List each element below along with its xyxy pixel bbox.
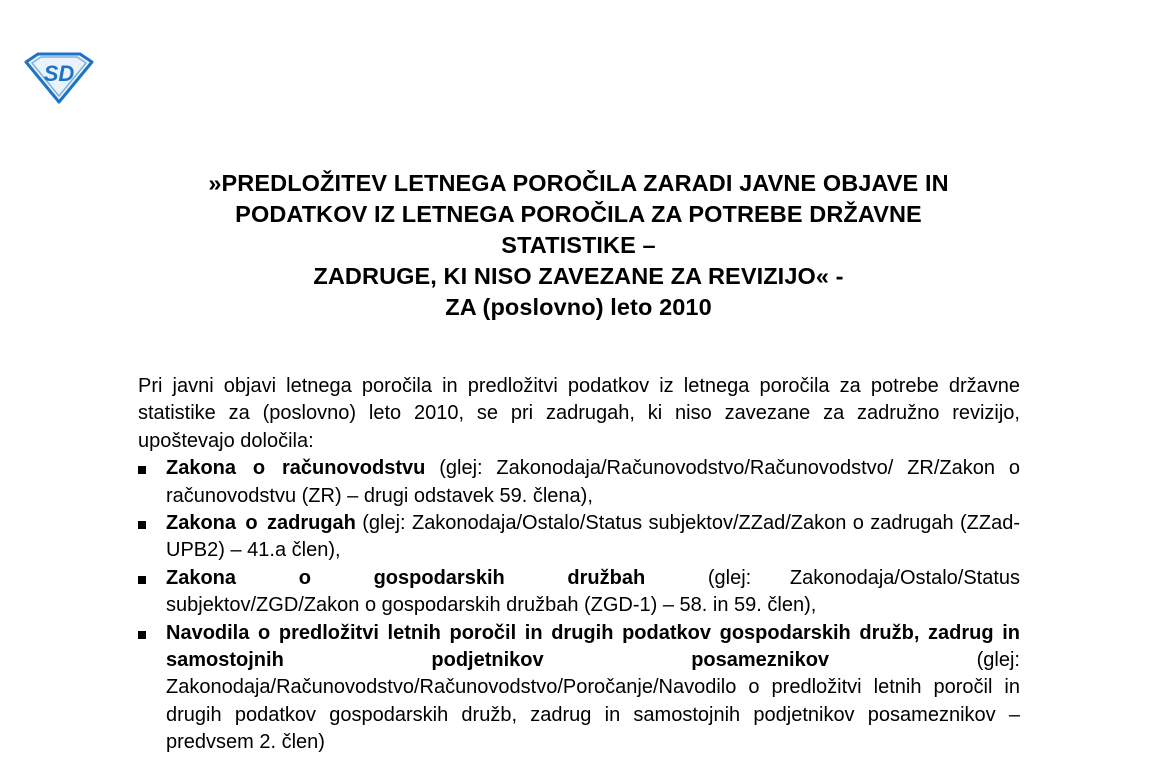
law-reference: (glej: Zakonodaja/Ostalo/Status subjektov/ZGD/Zakon o gospodarskih družbah (ZGD-1) – 58. in 59. člen), [166, 566, 1021, 617]
title-line: ZA (poslovno) leto 2010 [445, 294, 712, 320]
title-line: PODATKOV IZ LETNEGA POROČILA ZA POTREBE DRŽAVNE [235, 201, 922, 227]
law-reference: (glej: Zakonodaja/Ostalo/Status subjektov/ZZad/Zakon o zadrugah (ZZad-UPB2) – 41.a člen), [166, 512, 1020, 562]
law-reference: (glej: Zakonodaja/Računovodstvo/Računovodstvo/ ZR/Zakon o računovodstvu (ZR) – drugi odstavek 59. člena), [166, 457, 1021, 507]
document-title [110, 168, 1047, 323]
svg-text:SD: SD [43, 61, 75, 86]
law-name: Zakona o zadrugah [166, 512, 356, 535]
title-line: ZADRUGE, KI NISO ZAVEZANE ZA REVIZIJO« - [313, 263, 844, 289]
list-item [138, 620, 1020, 757]
square-bullet-icon [138, 521, 146, 529]
law-name: Navodila o predložitvi letnih poročil in drugih podatkov gospodarskih družb, zadrug in samostojnih podjetnikov posameznikov [166, 621, 1020, 672]
company-logo [22, 52, 96, 104]
document-body [138, 373, 1020, 757]
list-item [138, 455, 1020, 510]
title-line: STATISTIKE – [501, 232, 656, 258]
list-item [138, 565, 1020, 620]
square-bullet-icon [138, 576, 146, 584]
law-name: Zakona o računovodstvu [166, 457, 426, 480]
law-reference: (glej: Zakonodaja/Računovodstvo/Računovodstvo/Poročanje/Navodilo o predložitvi letnih poročil in drugih podatkov gospodarskih družb, zadrug in samostojnih podjetnikov posameznikov – predvsem 2. člen) [166, 649, 1020, 754]
law-name: Zakona o gospodarskih družbah [166, 566, 646, 589]
legal-provisions-list [138, 455, 1020, 756]
list-item [138, 510, 1020, 565]
square-bullet-icon [138, 631, 146, 639]
intro-paragraph: Pri javni objavi letnega poročila in predložitvi podatkov iz letnega poročila za potrebe državne statistike za (poslovno) leto 2010, se pri zadrugah, ki niso zavezane za zadružno revizijo, upoštevajo določila: [138, 375, 1020, 452]
title-line: »PREDLOŽITEV LETNEGA POROČILA ZARADI JAVNE OBJAVE IN [208, 170, 949, 196]
square-bullet-icon [138, 466, 146, 474]
